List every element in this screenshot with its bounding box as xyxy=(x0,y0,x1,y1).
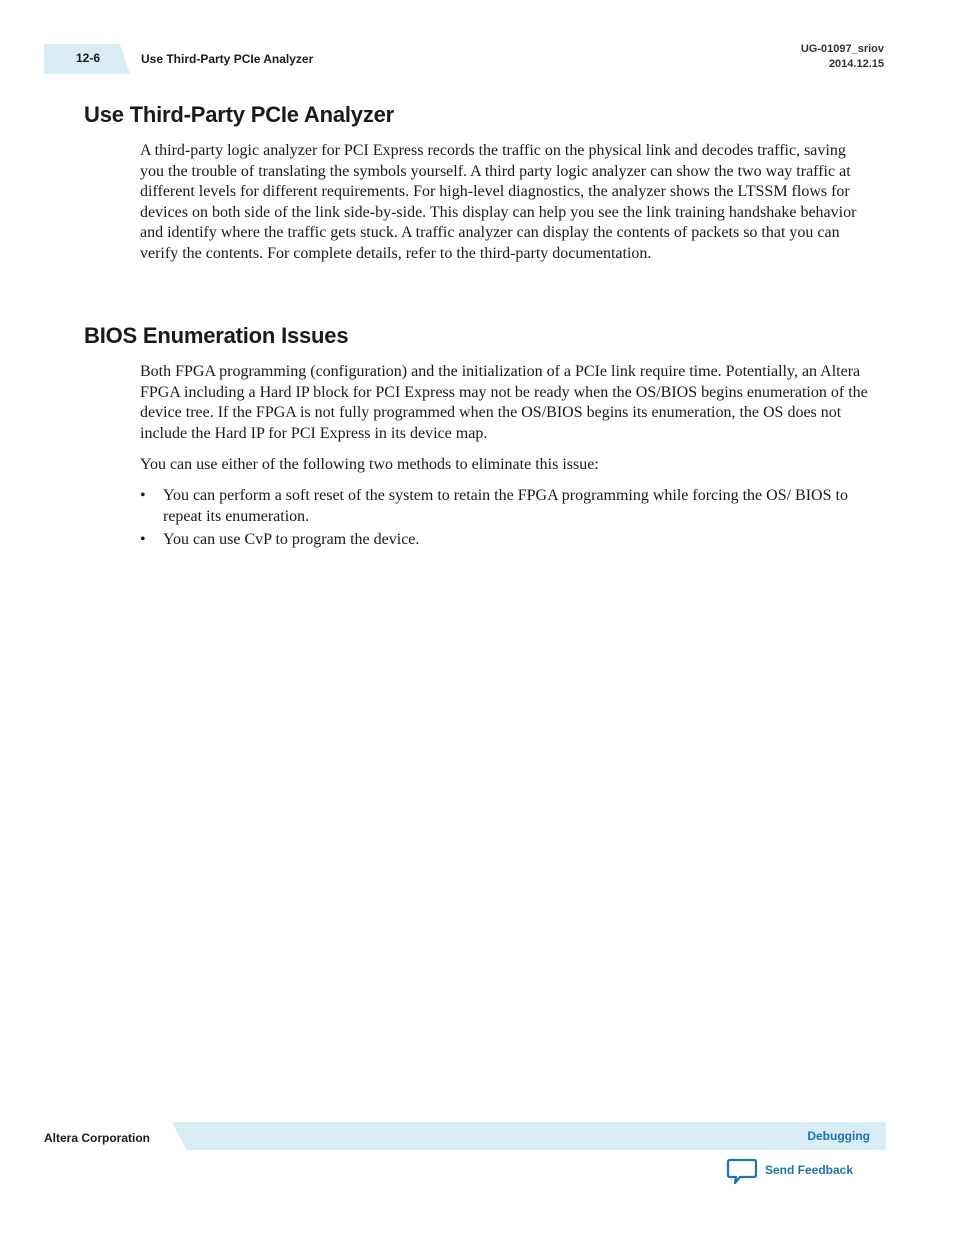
speech-bubble-icon xyxy=(726,1158,758,1186)
footer-company: Altera Corporation xyxy=(44,1131,151,1145)
paragraph-bios-timing: Both FPGA programming (configuration) and the initialization of a PCIe link require time. Potentially, an Altera FPGA including a Hard IP block for PCI Express may not be ready when the OS/BIOS begins enumeration of the device tree. If the FPGA is not fully programmed when the OS/BIOS begins its enumeration, the OS does not include the Hard IP for PCI Express in its device map. xyxy=(140,363,868,442)
send-feedback-button[interactable] xyxy=(726,1158,853,1186)
document-id: UG-01097_sriov xyxy=(800,43,884,55)
bullet-icon: • xyxy=(140,530,146,548)
section-heading-pcie-analyzer: Use Third-Party PCIe Analyzer xyxy=(84,102,395,127)
running-header-title: Use Third-Party PCIe Analyzer xyxy=(141,52,314,66)
list-item-text: You can use CvP to program the device. xyxy=(163,530,420,548)
list-item xyxy=(140,530,850,551)
footer-band xyxy=(172,1122,886,1150)
paragraph-methods-intro: You can use either of the following two methods to eliminate this issue: xyxy=(140,456,599,473)
document-info xyxy=(801,42,884,72)
list-item xyxy=(140,486,850,527)
section-heading-bios-enumeration: BIOS Enumeration Issues xyxy=(84,323,349,348)
list-item-text: You can perform a soft reset of the system to retain the FPGA programming while forcing the OS/ BIOS to repeat its enumeration. xyxy=(163,487,848,525)
methods-list xyxy=(140,486,850,553)
footer-chapter-link[interactable]: Debugging xyxy=(807,1129,870,1143)
page-number: 12-6 xyxy=(76,51,101,65)
document-date: 2014.12.15 xyxy=(828,58,884,70)
send-feedback-label[interactable]: Send Feedback xyxy=(765,1163,854,1177)
bullet-icon: • xyxy=(140,487,146,504)
paragraph-pcie-analyzer: A third-party logic analyzer for PCI Express records the traffic on the physical link and decodes traffic, saving you the trouble of translating the symbols yourself. A third party logic analyzer can show the two way traffic at different levels for different requirements. For high-level diagnostics, the analyzer shows the LTSSM flows for devices on both side of the link side-by-side. This display can help you see the link training handshake behavior and identify where the traffic gets stuck. A traffic analyzer can display the contents of packets so that you can verify the contents. For complete details, refer to the third-party documentation. xyxy=(140,142,857,262)
